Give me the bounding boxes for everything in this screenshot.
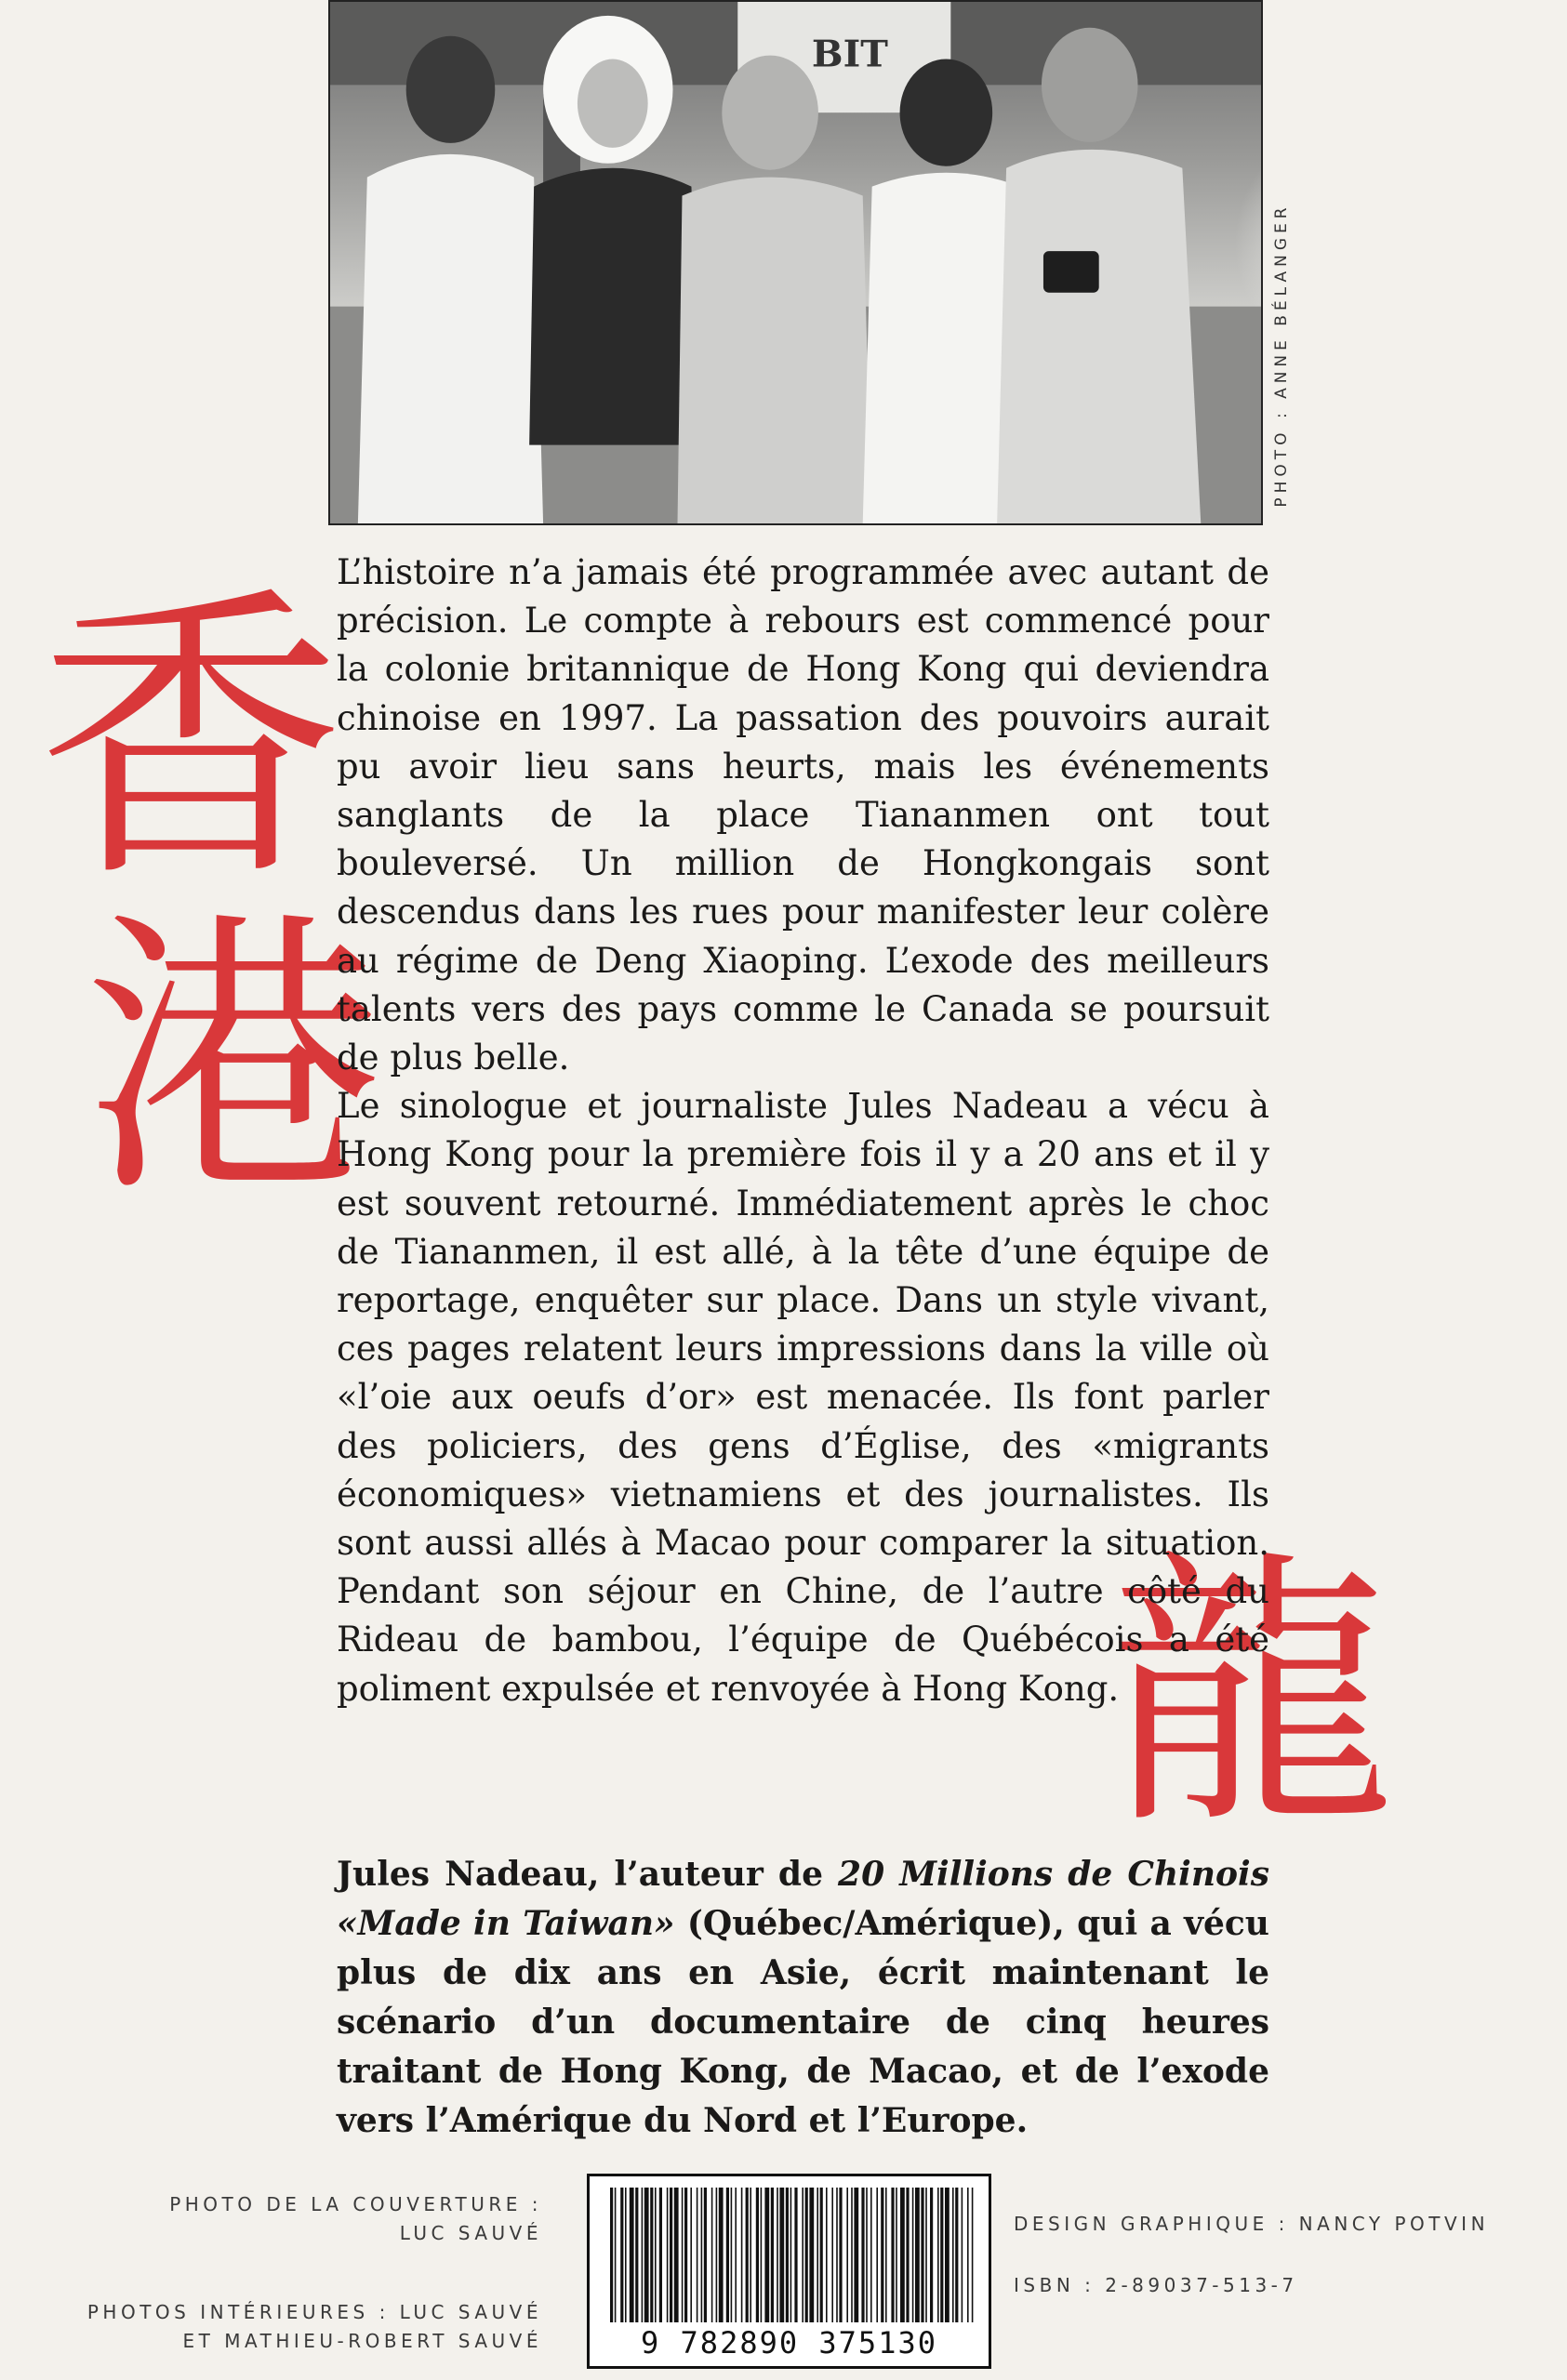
barcode-bar <box>650 2188 653 2322</box>
barcode-bar <box>670 2188 672 2322</box>
barcode-bar <box>746 2188 749 2322</box>
barcode-bar <box>972 2188 974 2322</box>
barcode-bar <box>891 2188 894 2322</box>
barcode-bar <box>701 2188 703 2322</box>
barcode-bar <box>912 2188 914 2322</box>
barcode-bar <box>741 2188 743 2322</box>
barcode-bar <box>854 2188 858 2322</box>
barcode-bar <box>870 2188 872 2322</box>
bio-book-title: 20 Millions de Chinois «Made in Taiwan» <box>337 1855 1269 1943</box>
barcode-bar <box>642 2188 644 2322</box>
barcode-bar <box>735 2188 737 2322</box>
photo-credit: PHOTO : ANNE BÉLANGER <box>1272 203 1291 508</box>
barcode-bar <box>719 2188 724 2322</box>
barcode-bar <box>831 2188 833 2322</box>
barcode-bar <box>682 2188 684 2322</box>
barcode-digits: 9 782890 375130 <box>641 2325 937 2360</box>
interior-photos-credit-line-1: PHOTOS INTÉRIEURES : LUC SAUVÉ <box>86 2301 542 2323</box>
barcode-bar <box>962 2188 963 2322</box>
bio-rest: (Québec/Amérique), qui a vécu plus de dix ans en Asie, écrit maintenant le scénario d’un documentaire de cinq heures traitant de Hong Kong, de Macao, et de l’exode vers l’Amérique du Nord et l’Europe. <box>337 1904 1269 2140</box>
barcode-bar <box>764 2188 769 2322</box>
barcode-bar <box>716 2188 718 2322</box>
barcode-bar <box>635 2188 638 2322</box>
author-bio <box>337 1850 1269 2146</box>
barcode-bar <box>704 2188 707 2322</box>
cover-photo-credit-line-1: PHOTO DE LA COUVERTURE : <box>169 2193 542 2215</box>
photo-sign-text: BIT <box>811 33 888 76</box>
barcode-bar <box>771 2188 774 2322</box>
barcode-bars <box>606 2188 978 2322</box>
photo-person-3 <box>678 56 872 523</box>
barcode-bar <box>690 2188 692 2322</box>
barcode-bar <box>790 2188 792 2322</box>
barcode-bar <box>684 2188 687 2322</box>
barcode-bar <box>697 2188 698 2322</box>
barcode-bar <box>655 2188 657 2322</box>
barcode-bar <box>756 2188 759 2322</box>
barcode-bar <box>861 2188 864 2322</box>
design-credit: DESIGN GRAPHIQUE : NANCY POTVIN <box>1014 2213 1490 2235</box>
barcode-bar <box>786 2188 789 2322</box>
barcode-bar <box>726 2188 729 2322</box>
barcode-bar <box>945 2188 949 2322</box>
barcode-bar <box>921 2188 923 2322</box>
barcode-bar <box>674 2188 679 2322</box>
barcode-bar <box>805 2188 808 2322</box>
barcode-bar <box>925 2188 927 2322</box>
barcode-bar <box>836 2188 838 2322</box>
photo-person-1 <box>358 36 543 523</box>
barcode-bar <box>900 2188 905 2322</box>
barcode-bar <box>667 2188 669 2322</box>
cover-photo-credit-line-2: LUC SAUVÉ <box>399 2222 542 2244</box>
barcode-bar <box>644 2188 649 2322</box>
barcode-bar <box>820 2188 823 2322</box>
barcode-bar <box>731 2188 733 2322</box>
barcode <box>587 2174 991 2369</box>
isbn: ISBN : 2-89037-513-7 <box>1014 2274 1298 2296</box>
interior-photos-credit-line-2: ET MATHIEU-ROBERT SAUVÉ <box>182 2330 542 2352</box>
calligraphy-char-gang: 港 <box>84 887 381 1199</box>
cover-photo-credit <box>169 2190 542 2248</box>
photo-person-5 <box>997 28 1201 523</box>
barcode-bar <box>930 2188 933 2322</box>
barcode-bar <box>659 2188 662 2322</box>
barcode-bar <box>779 2188 784 2322</box>
barcode-bar <box>750 2188 751 2322</box>
interior-photos-credit <box>87 2298 542 2356</box>
barcode-bar <box>937 2188 939 2322</box>
barcode-bar <box>711 2188 713 2322</box>
calligraphy-char-xiang: 香 <box>37 562 344 919</box>
barcode-bar <box>615 2188 617 2322</box>
barcode-bar <box>630 2188 634 2322</box>
bio-lead: Jules Nadeau, l’auteur de <box>337 1855 839 1894</box>
barcode-bar <box>839 2188 842 2322</box>
barcode-bar <box>777 2188 778 2322</box>
barcode-bar <box>881 2188 883 2322</box>
description-paragraph-1: L’histoire n’a jamais été programmée avec autant de précision. Le compte à rebours est commencé pour la colonie britannique de Hong Kong qui deviendra chinoise en 1997. La passation des pouvoirs aurait pu avoir lieu sans heurts, mais les événements sanglants de la place Tiananmen ont tout bouleversé. Un million de Hongkongais sont descendus dans les rues pour manifester leur colère au régime de Deng Xiaoping. L’exode des meilleurs talents vers des pays comme le Canada se poursuit de plus belle. <box>337 552 1269 1078</box>
barcode-bar <box>876 2188 878 2322</box>
barcode-bar <box>846 2188 848 2322</box>
description-text <box>337 549 1269 1713</box>
barcode-bar <box>610 2188 613 2322</box>
barcode-bar <box>761 2188 763 2322</box>
barcode-bar <box>851 2188 853 2322</box>
barcode-bar <box>896 2188 897 2322</box>
barcode-bar <box>885 2188 887 2322</box>
barcode-bar <box>866 2188 868 2322</box>
barcode-bar <box>952 2188 954 2322</box>
cover-photo <box>328 0 1263 525</box>
barcode-bar <box>794 2188 797 2322</box>
barcode-bar <box>625 2188 627 2322</box>
barcode-bar <box>620 2188 623 2322</box>
barcode-bar <box>955 2188 958 2322</box>
barcode-bar <box>940 2188 943 2322</box>
barcode-bar <box>915 2188 920 2322</box>
calligraphy-char-long: 龍 <box>1107 1527 1395 1850</box>
barcode-bar <box>802 2188 803 2322</box>
barcode-bar <box>809 2188 814 2322</box>
barcode-bar <box>906 2188 909 2322</box>
barcode-bar <box>967 2188 969 2322</box>
description-paragraph-2: Le sinologue et journaliste Jules Nadeau a vécu à Hong Kong pour la première fois il y a 20 ans et il y est souvent retourné. Immédiatement après le choc de Tiananmen, il est allé, à la tête d’une équipe de reportage, enquêter sur place. Dans un style vivant, ces pages relatent leurs impressions dans la ville où «l’oie aux oeufs d’or» est menacée. Ils font parler des policiers, des gens d’Église, des «migrants économiques» vietnamiens et des journalistes. Ils sont aussi allés à Macao pour comparer la situation. Pendant son séjour en Chine, de l’autre côté du Rideau de bambou, l’équipe de Québécois a été poliment expulsée et renvoyée à Hong Kong. <box>337 1086 1269 1709</box>
camera-icon <box>1043 251 1099 293</box>
barcode-bar <box>817 2188 818 2322</box>
photo-illustration <box>330 2 1261 523</box>
barcode-bar <box>826 2188 828 2322</box>
